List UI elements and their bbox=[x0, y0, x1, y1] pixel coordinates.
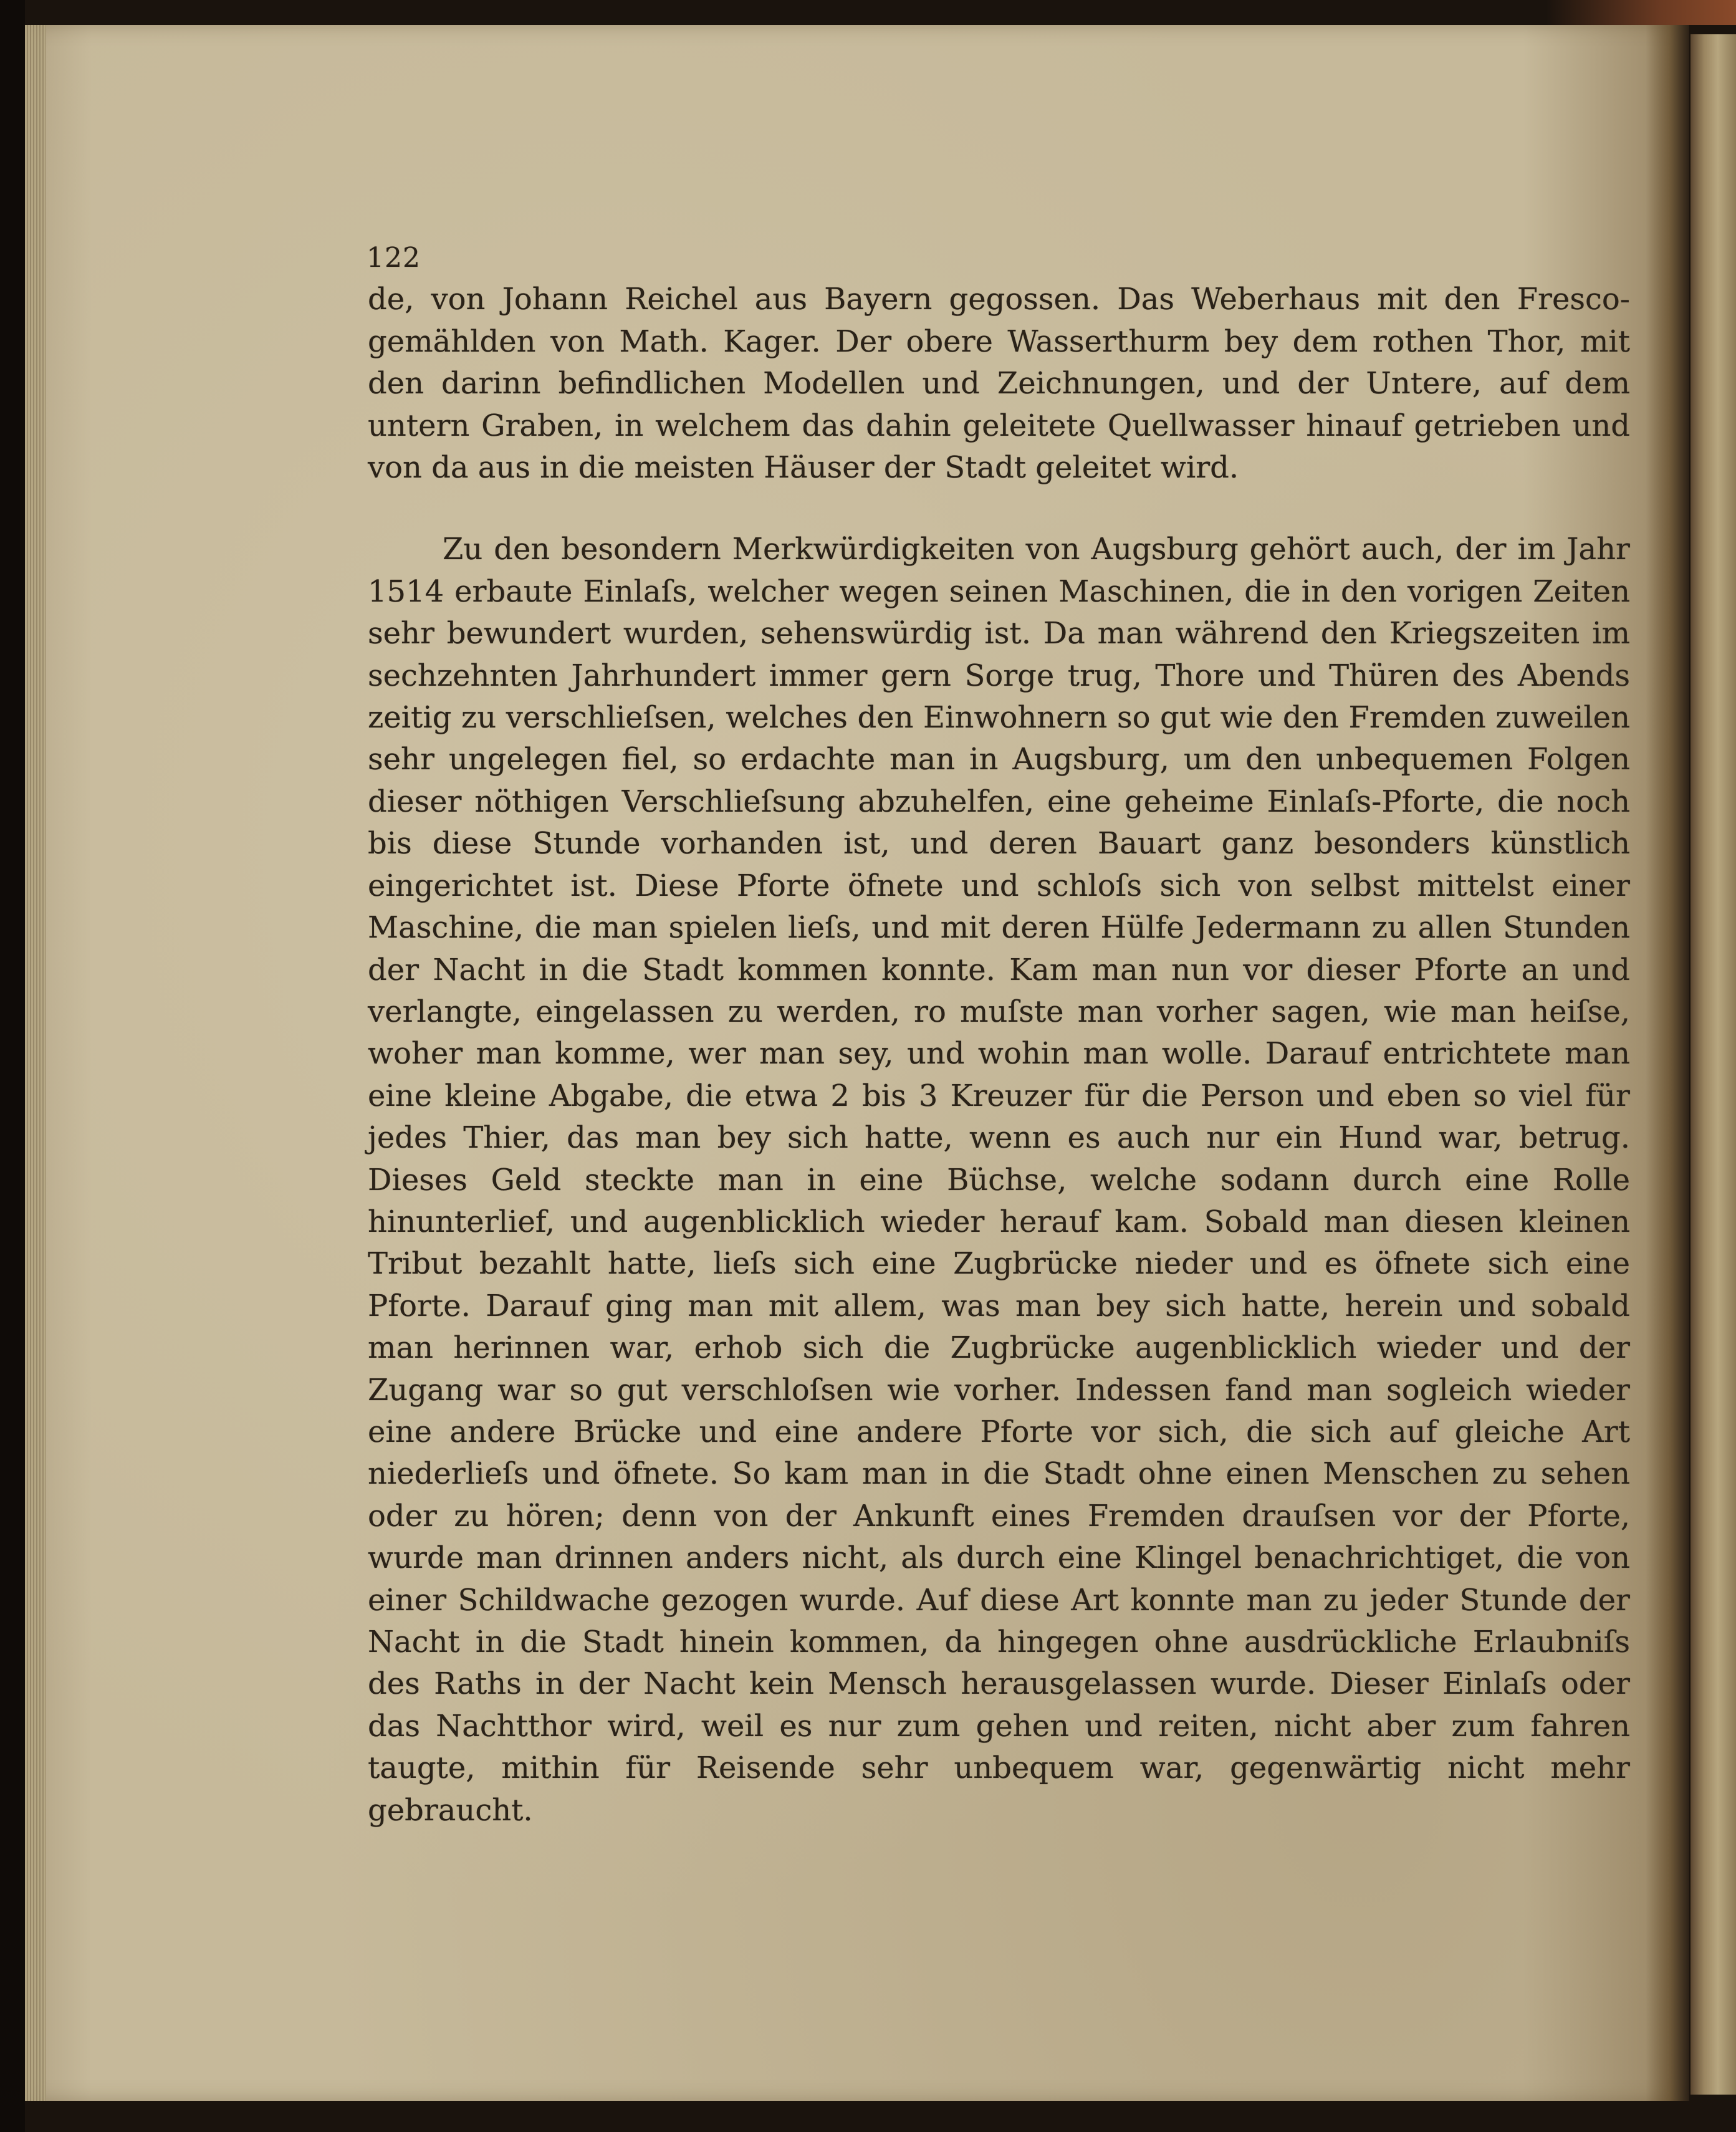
paragraph-2 bbox=[368, 529, 1630, 1832]
page-edges bbox=[25, 25, 46, 2101]
page-text-block bbox=[368, 237, 1630, 1832]
book-gutter bbox=[1646, 25, 1689, 2101]
facing-page-edge bbox=[1690, 34, 1736, 2095]
paragraph-2-text: Zu den besondern Merkwürdigkeiten von Augsburg gehört auch, der im Jahr 1514 erbaute Einlaſs, welcher wegen seinen Maschinen, die in den vorigen Zeiten sehr bewundert wurden, sehenswürdig ist. Da man während den Kriegszeiten im sechzehnten Jahrhundert immer gern Sorge trug, Thore und Thüren des Abends zeitig zu verschlieſsen, welches den Einwohnern so gut wie den Fremden zuweilen sehr ungelegen fiel, so erdachte man in Augsburg, um den unbequemen Folgen dieser nöthigen Verschlieſsung abzuhelfen, eine geheime Einlaſs-Pforte, die noch bis diese Stunde vorhanden ist, und deren Bauart ganz besonders künstlich eingerichtet ist. Diese Pforte öfnete und schloſs sich von selbst mittelst einer Maschine, die man spielen lieſs, und mit deren Hülfe Jedermann zu allen Stunden der Nacht in die Stadt kommen konnte. Kam man nun vor dieser Pforte an und verlangte, eingelassen zu werden, ro muſste man vorher sagen, wie man heiſse, woher man komme, wer man sey, und wohin man wolle. Darauf entrichtete man eine kleine Abgabe, die etwa 2 bis 3 Kreuzer für die Person und eben so viel für jedes Thier, das man bey sich hatte, wenn es auch nur ein Hund war, betrug. Dieses Geld steckte man in eine Büchse, welche sodann durch eine Rolle hinunterlief, und augenblicklich wieder herauf kam. Sobald man diesen kleinen Tribut bezahlt hatte, lieſs sich eine Zugbrücke nieder und es öfnete sich eine Pforte. Darauf ging man mit allem, was man bey sich hatte, herein und sobald man herinnen war, erhob sich die Zugbrücke augenblicklich wieder und der Zugang war so gut verschloſsen wie vorher. Indessen fand man sogleich wieder eine andere Brücke und eine andere Pforte vor sich, die sich auf gleiche Art niederlieſs und öfnete. So kam man in die Stadt ohne einen Menschen zu sehen oder zu hören; denn von der Ankunft eines Fremden drauſsen vor der Pforte, wurde man drinnen anders nicht, als durch eine Klingel benachrichtiget, die von einer Schildwache gezogen wurde. Auf diese Art konnte man zu jeder Stunde der Nacht in die Stadt hinein kommen, da hingegen ohne ausdrückliche Erlaubniſs des Raths in der Nacht kein Mensch herausgelassen wurde. Dieser Einlaſs oder das Nachtthor wird, weil es nur zum gehen und reiten, nicht aber zum fahren taugte, mithin für Reisende sehr unbequem war, gegenwärtig nicht mehr gebraucht. bbox=[368, 532, 1630, 1828]
page-number: 122 bbox=[367, 242, 421, 274]
paragraph-1-text: de, von Johann Reichel aus Bayern gegossen. Das Weberhaus mit den Fresco-gemählden von Math. Kager. Der obere Wasserthurm bey dem rothen Thor, mit den darinn befindlichen Modellen und Zeichnungen, und der Untere, auf dem untern Graben, in welchem das dahin geleitete Quellwasser hinauf getrieben und von da aus in die meisten Häuser der Stadt geleitet wird. bbox=[368, 282, 1630, 486]
binding-edge bbox=[1546, 0, 1736, 25]
paragraph-1 bbox=[368, 279, 1630, 489]
scan-border bbox=[0, 0, 25, 2132]
